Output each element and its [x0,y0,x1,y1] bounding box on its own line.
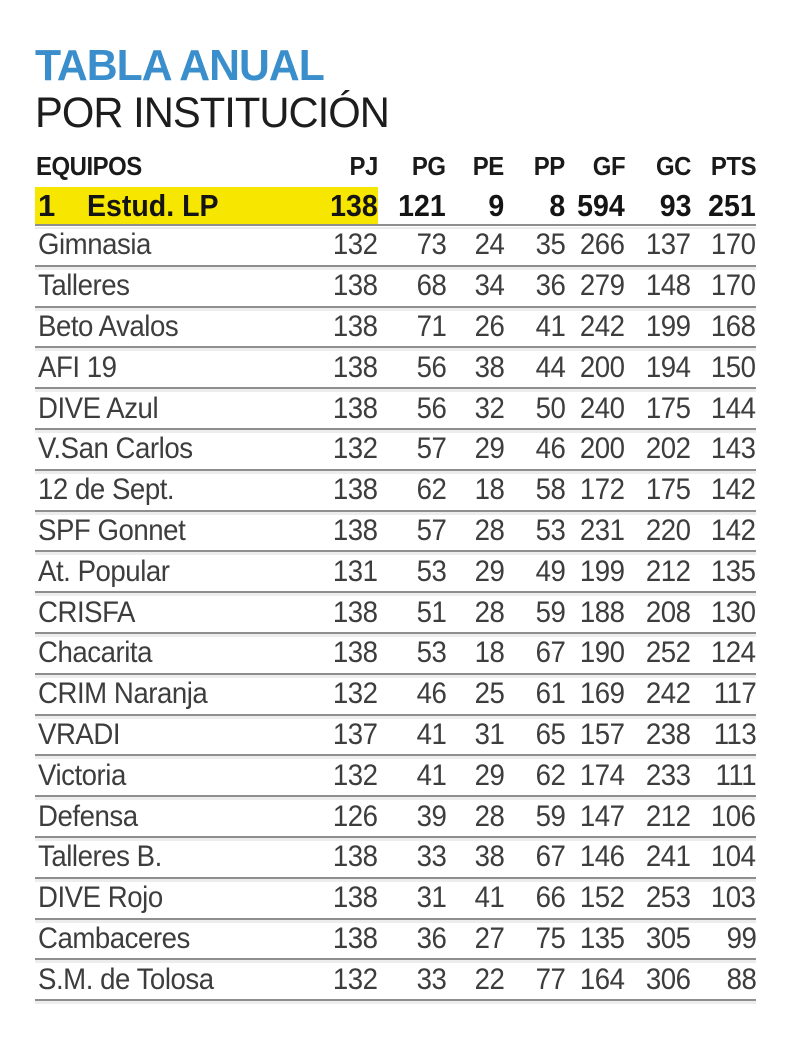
stat-cell-pts: 104 [711,840,756,874]
stat-cell-pj: 132 [333,228,378,262]
stat-cell-pts: 142 [711,513,756,547]
stat-cell-pe: 28 [474,595,504,629]
column-header-gf: GF [592,151,625,181]
stat-cell-pp: 59 [535,595,565,629]
stat-cell-pg: 56 [416,350,446,384]
stat-cell-pj: 138 [333,269,378,303]
stat-cell-gc: 175 [646,473,691,507]
team-name-cell [35,840,308,874]
stat-cell-pj: 138 [333,595,378,629]
stat-cell-pj: 138 [333,881,378,915]
stat-cell-pg: 41 [416,758,446,792]
stat-cell-pts: 150 [711,350,756,384]
stat-cell-pp: 36 [535,269,565,303]
team-name: V.San Carlos [38,432,193,466]
stat-cell-pg: 71 [416,309,446,343]
stat-cell-pj: 138 [333,350,378,384]
leader-gf: 594 [577,187,625,223]
stat-cell-pp: 62 [535,758,565,792]
team-name-cell [35,677,308,711]
team-name-cell [35,432,308,466]
leader-team-cell [35,187,308,224]
stat-cell-gc: 242 [646,677,691,711]
column-header-equipos: EQUIPOS [36,151,142,181]
stat-cell-pp: 58 [535,473,565,507]
stat-cell-pp: 67 [535,840,565,874]
stat-cell-pg: 57 [416,513,446,547]
stat-cell-pp: 77 [535,962,565,996]
stat-cell-pe: 29 [474,432,504,466]
stat-cell-pg: 62 [416,473,446,507]
stat-cell-gf: 174 [580,758,625,792]
stat-cell-pts: 130 [711,595,756,629]
stat-cell-pe: 24 [474,228,504,262]
stat-cell-pts: 142 [711,473,756,507]
table-row [35,552,756,593]
stat-cell-gc: 175 [646,391,691,425]
team-name-cell [35,922,308,956]
stat-cell-pp: 67 [535,636,565,670]
table-row [35,308,756,349]
team-name-cell [35,514,308,548]
column-header-pe: PE [473,151,504,181]
stat-cell-pp: 61 [535,677,565,711]
stat-cell-pg: 31 [416,881,446,915]
stat-cell-gc: 306 [646,962,691,996]
team-name: Defensa [38,799,138,833]
team-name: Chacarita [38,636,152,670]
stat-cell-pe: 22 [474,962,504,996]
table-row [35,716,756,757]
stat-cell-pj: 137 [333,717,378,751]
stat-cell-pts: 170 [711,228,756,262]
leader-team-name: Estud. LP [87,187,219,223]
stat-cell-pj: 132 [333,758,378,792]
team-name-cell [35,881,308,915]
table-header-row [35,149,756,187]
stat-cell-gc: 252 [646,636,691,670]
stat-cell-gf: 199 [580,554,625,588]
stat-cell-gc: 202 [646,432,691,466]
team-name: CRISFA [38,595,135,629]
stat-cell-pp: 46 [535,432,565,466]
team-name-cell [35,310,308,344]
leader-pj: 138 [308,187,378,224]
stat-cell-gf: 152 [580,881,625,915]
stat-cell-gf: 157 [580,717,625,751]
team-name-cell [35,351,308,385]
stat-cell-pp: 75 [535,921,565,955]
stat-cell-pp: 44 [535,350,565,384]
stat-cell-pj: 138 [333,473,378,507]
stat-cell-pts: 103 [711,881,756,915]
table-row [35,838,756,879]
stat-cell-pj: 138 [333,636,378,670]
stat-cell-pg: 68 [416,269,446,303]
stat-cell-pg: 73 [416,228,446,262]
stat-cell-pg: 57 [416,432,446,466]
leader-pts: 251 [708,187,756,223]
stat-cell-pe: 18 [474,473,504,507]
stat-cell-pts: 144 [711,391,756,425]
stat-cell-gf: 200 [580,432,625,466]
team-name: Gimnasia [38,228,151,262]
team-name: DIVE Rojo [38,881,163,915]
stat-cell-pe: 38 [474,840,504,874]
stat-cell-pp: 53 [535,513,565,547]
team-name: Cambaceres [38,921,190,955]
table-row [35,430,756,471]
stat-cell-pp: 59 [535,799,565,833]
stat-cell-pe: 27 [474,921,504,955]
stat-cell-pp: 65 [535,717,565,751]
stat-cell-pp: 35 [535,228,565,262]
stat-cell-gf: 242 [580,309,625,343]
team-name-cell [35,228,308,262]
stat-cell-gf: 164 [580,962,625,996]
stat-cell-pe: 18 [474,636,504,670]
team-name: Beto Avalos [38,309,179,343]
stat-cell-pj: 132 [333,962,378,996]
stat-cell-pj: 132 [333,677,378,711]
stat-cell-pts: 143 [711,432,756,466]
stat-cell-pe: 29 [474,758,504,792]
column-header-pg: PG [412,151,446,181]
leader-pp: 8 [549,187,565,223]
stat-cell-pj: 138 [333,309,378,343]
column-header-pj: PJ [349,151,378,181]
stat-cell-gf: 190 [580,636,625,670]
stat-cell-pe: 28 [474,799,504,833]
leader-pe: 9 [488,187,504,223]
stat-cell-gf: 169 [580,677,625,711]
table-row [35,756,756,797]
stat-cell-pts: 117 [713,677,756,711]
stat-cell-pg: 36 [416,921,446,955]
stat-cell-gc: 208 [646,595,691,629]
page-title: TABLA ANUAL [35,41,324,90]
team-name-cell [35,596,308,630]
stat-cell-pp: 50 [535,391,565,425]
stat-cell-pe: 26 [474,309,504,343]
table-row [35,348,756,389]
stat-cell-pts: 170 [711,269,756,303]
stat-cell-pg: 56 [416,391,446,425]
leader-rank: 1 [38,187,56,223]
stat-cell-pj: 138 [333,391,378,425]
stat-cell-pg: 46 [416,677,446,711]
stat-cell-gf: 231 [580,513,625,547]
table-row [35,226,756,267]
stat-cell-gf: 146 [580,840,625,874]
stat-cell-pg: 53 [416,636,446,670]
stat-cell-pts: 135 [711,554,756,588]
table-row [35,471,756,512]
stat-cell-pg: 33 [416,840,446,874]
stat-cell-pg: 39 [416,799,446,833]
stat-cell-pj: 132 [333,432,378,466]
stat-cell-gf: 240 [580,391,625,425]
table-body [35,226,756,1001]
team-name-cell [35,963,308,997]
team-name-cell [35,759,308,793]
stat-cell-gc: 137 [646,228,691,262]
stat-cell-pp: 66 [535,881,565,915]
stat-cell-pp: 41 [535,309,565,343]
stat-cell-gc: 238 [646,717,691,751]
stat-cell-pe: 38 [474,350,504,384]
team-name: At. Popular [38,554,170,588]
stat-cell-gc: 241 [646,840,691,874]
team-name-cell [35,718,308,752]
stat-cell-gc: 253 [646,881,691,915]
stat-cell-pe: 34 [474,269,504,303]
stat-cell-pts: 106 [711,799,756,833]
team-name-cell [35,392,308,426]
stat-cell-pe: 32 [474,391,504,425]
stat-cell-pts: 111 [715,758,756,792]
stat-cell-pp: 49 [535,554,565,588]
table-row [35,389,756,430]
stat-cell-gc: 194 [646,350,691,384]
table-row [35,675,756,716]
team-name-cell [35,555,308,589]
team-name: Talleres [38,269,130,303]
stat-cell-pg: 33 [416,962,446,996]
stat-cell-pts: 88 [726,962,756,996]
stat-cell-pe: 41 [474,881,504,915]
stat-cell-pts: 99 [726,921,756,955]
stat-cell-pts: 113 [713,717,756,751]
team-name: DIVE Azul [38,391,159,425]
stat-cell-gc: 220 [646,513,691,547]
stat-cell-gf: 172 [580,473,625,507]
stat-cell-gf: 147 [580,799,625,833]
team-name-cell [35,269,308,303]
stat-cell-pj: 131 [333,554,378,588]
column-header-pts: PTS [710,151,756,181]
stat-cell-pe: 28 [474,513,504,547]
stat-cell-gc: 212 [646,799,691,833]
table-row [35,267,756,308]
stat-cell-pj: 138 [333,921,378,955]
team-name: Victoria [38,758,126,792]
table-row [35,879,756,920]
stat-cell-gc: 199 [646,309,691,343]
stat-cell-gc: 212 [646,554,691,588]
team-name: SPF Gonnet [38,513,186,547]
stat-cell-pg: 53 [416,554,446,588]
stat-cell-pj: 138 [333,513,378,547]
standings-table [35,149,756,1001]
table-row-leader [35,187,756,224]
stat-cell-gf: 188 [580,595,625,629]
stat-cell-gc: 148 [646,269,691,303]
team-name: S.M. de Tolosa [38,962,214,996]
table-row [35,920,756,961]
team-name: VRADI [38,717,121,751]
team-name-cell [35,636,308,670]
team-name-cell [35,800,308,834]
stat-cell-pj: 126 [333,799,378,833]
column-header-gc: GC [656,151,691,181]
stat-cell-pts: 168 [711,309,756,343]
team-name: CRIM Naranja [38,677,208,711]
table-row [35,634,756,675]
table-row [35,797,756,838]
stat-cell-gc: 233 [646,758,691,792]
stat-cell-pe: 25 [474,677,504,711]
page-subtitle: POR INSTITUCIÓN [35,89,389,137]
stat-cell-pj: 138 [333,840,378,874]
team-name: AFI 19 [38,350,117,384]
stat-cell-gf: 279 [580,269,625,303]
table-row [35,593,756,634]
team-name: 12 de Sept. [38,473,175,507]
stat-cell-gc: 305 [646,921,691,955]
leader-pg: 121 [398,187,446,223]
stat-cell-gf: 200 [580,350,625,384]
stat-cell-gf: 135 [580,921,625,955]
stat-cell-gf: 266 [580,228,625,262]
stat-cell-pg: 51 [416,595,446,629]
leader-gc: 93 [659,187,691,223]
stat-cell-pe: 31 [474,717,504,751]
table-row [35,960,756,1001]
team-name-cell [35,473,308,507]
team-name: Talleres B. [38,840,162,874]
stat-cell-pe: 29 [474,554,504,588]
column-header-pp: PP [534,151,565,181]
stat-cell-pts: 124 [711,636,756,670]
stat-cell-pg: 41 [416,717,446,751]
table-row [35,512,756,553]
